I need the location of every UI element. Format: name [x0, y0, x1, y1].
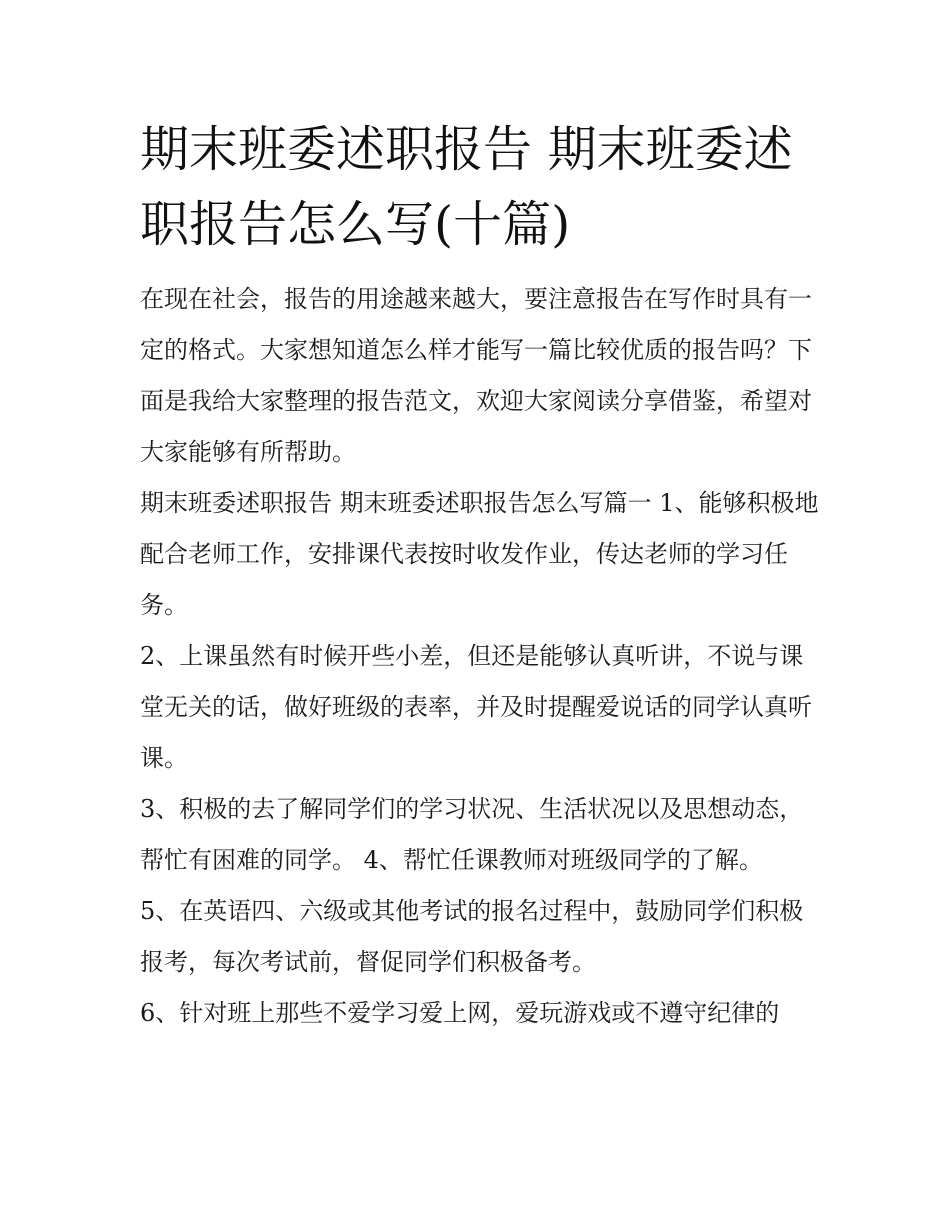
document-title: 期末班委述职报告 期末班委述职报告怎么写(十篇)	[140, 121, 793, 253]
item-5-paragraph: 5、在英语四、六级或其他考试的报名过程中，鼓励同学们积极报考，每次考试前，督促同学们积极备考。	[140, 897, 804, 976]
intro-paragraph: 在现在社会，报告的用途越来越大，要注意报告在写作时具有一定的格式。大家想知道怎么样才能写一篇比较优质的报告吗？下面是我给大家整理的报告范文，欢迎大家阅读分享借鉴，希望对大家能够有所帮助。	[140, 285, 812, 466]
document-body	[140, 112, 820, 1039]
section-one-paragraph: 期末班委述职报告 期末班委述职报告怎么写篇一 1、能够积极地配合老师工作，安排课代表按时收发作业，传达老师的学习任务。	[140, 489, 819, 619]
item-6-paragraph: 6、针对班上那些不爱学习爱上网，爱玩游戏或不遵守纪律的	[140, 999, 780, 1027]
item-2-paragraph: 2、上课虽然有时候开些小差，但还是能够认真听讲，不说与课堂无关的话，做好班级的表率，并及时提醒爱说话的同学认真听课。	[140, 642, 812, 772]
item-3-paragraph: 3、积极的去了解同学们的学习状况、生活状况以及思想动态，帮忙有困难的同学。 4、帮忙任课教师对班级同学的了解。	[140, 795, 804, 874]
